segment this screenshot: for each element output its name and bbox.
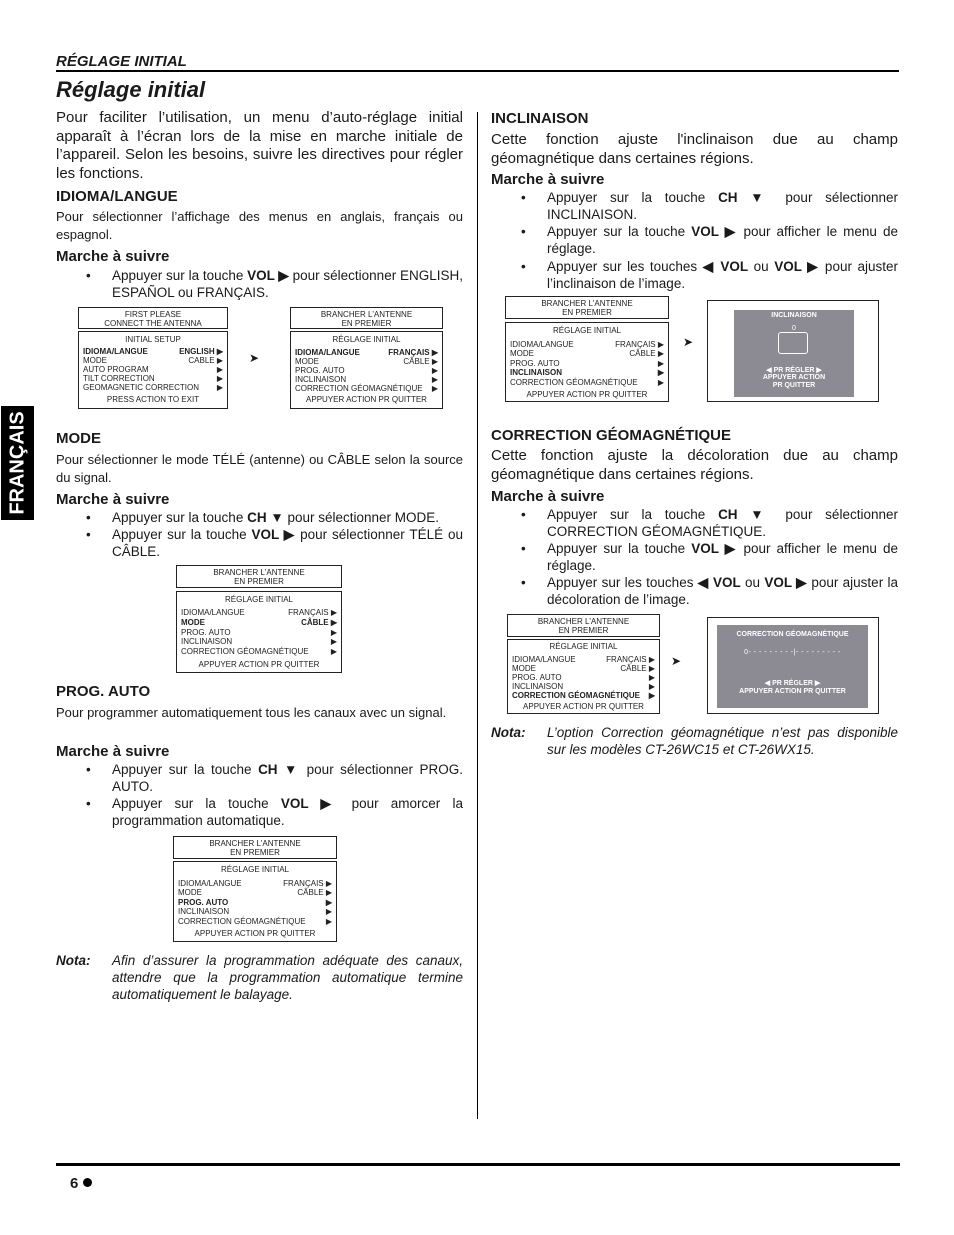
- prog-step-1: • Appuyer sur la touche CH ▼ pour sélectionner PROG. AUTO.: [86, 762, 463, 794]
- menu-fr-idioma: RÉGLAGE INITIAL IDIOMA/LANGUE FRANÇAIS ▶ MODE CÂBLE ▶ PROG. AUTO ▶ INCLINAISON ▶ CORRECTION GÉOMAGNÉTIQUE ▶ APPUYER ACTION PR QUITTER: [290, 331, 443, 409]
- idioma-text: Pour sélectionner l’affichage des menus en anglais, français ou espagnol.: [56, 209, 463, 242]
- prog-heading: PROG. AUTO: [56, 683, 151, 700]
- inclinaison-step-2: • Appuyer sur la touche VOL ▶ pour afficher le menu de réglage.: [521, 224, 898, 256]
- mode-steps-heading: Marche à suivre: [56, 491, 170, 508]
- tilt-adjust-screen: INCLINAISON 0 ◀ PR RÉGLER ▶ APPUYER ACTION PR QUITTER: [707, 300, 879, 402]
- mode-step-2: • Appuyer sur la touche VOL ▶ pour sélectionner TÉLÉ ou CÂBLE.: [86, 527, 463, 559]
- menu-fr-banner: BRANCHER L'ANTENNE EN PREMIER: [290, 307, 443, 329]
- header-rule: [56, 70, 899, 72]
- menu-geo-banner: BRANCHER L'ANTENNE EN PREMIER: [507, 614, 660, 637]
- idioma-heading: IDIOMA/LANGUE: [56, 188, 178, 205]
- menu-prog: RÉGLAGE INITIAL IDIOMA/LANGUE FRANÇAIS ▶ MODE CÂBLE ▶ PROG. AUTO ▶ INCLINAISON ▶ CORRECTION GÉOMAGNÉTIQUE ▶ APPUYER ACTION PR QUITTER: [173, 861, 337, 942]
- prog-note: Nota: Afin d’assurer la programmation adéquate des canaux, attendre que la programmation automatique termine automatiquement le balayage.: [56, 953, 463, 1002]
- menu-incl-banner: BRANCHER L'ANTENNE EN PREMIER: [505, 296, 669, 319]
- correction-step-1: • Appuyer sur la touche CH ▼ pour sélectionner CORRECTION GÉOMAGNÉTIQUE.: [521, 507, 898, 539]
- correction-heading: CORRECTION GÉOMAGNÉTIQUE: [491, 427, 732, 444]
- page-number: 6: [70, 1175, 92, 1192]
- prog-step-2: • Appuyer sur la touche VOL ▶ pour amorcer la programmation automatique.: [86, 796, 463, 828]
- column-divider: [477, 112, 478, 1119]
- mode-text: Pour sélectionner le mode TÉLÉ (antenne) ou CÂBLE selon la source du signal.: [56, 452, 463, 485]
- menu-prog-banner: BRANCHER L'ANTENNE EN PREMIER: [173, 836, 337, 859]
- prog-steps-heading: Marche à suivre: [56, 743, 170, 760]
- arrow-icon: ➤: [249, 351, 260, 365]
- menu-geo: RÉGLAGE INITIAL IDIOMA/LANGUE FRANÇAIS ▶ MODE CÂBLE ▶ PROG. AUTO ▶ INCLINAISON ▶ CORRECTION GÉOMAGNÉTIQUE ▶ APPUYER ACTION PR QUITTER: [507, 639, 660, 714]
- menu-mode: RÉGLAGE INITIAL IDIOMA/LANGUE FRANÇAIS ▶ MODE CÂBLE ▶ PROG. AUTO ▶ INCLINAISON ▶ CORRECTION GÉOMAGNÉTIQUE ▶ APPUYER ACTION PR QUITTER: [176, 591, 342, 673]
- intro-paragraph: Pour faciliter l’utilisation, un menu d’auto-réglage initial apparaît à l’écran lors de la mise en marche initiale de l’appareil. Selon les besoins, suivre les directives pour régler les fonctions.: [56, 109, 463, 182]
- page-title: Réglage initial: [56, 77, 206, 102]
- tilt-frame-icon: [778, 332, 808, 354]
- geomagnetic-adjust-screen: CORRECTION GÉOMAGNÉTIQUE 0- - - - - - - - -|- - - - - - - - - ◀ PR RÉGLER ▶ APPUYER ACTION PR QUITTER: [707, 617, 879, 714]
- idioma-step-1: • Appuyer sur la touche VOL ▶ pour sélectionner ENGLISH, ESPAÑOL ou FRANÇAIS.: [86, 268, 463, 300]
- mode-heading: MODE: [56, 430, 101, 447]
- inclinaison-steps-heading: Marche à suivre: [491, 171, 605, 188]
- correction-steps-heading: Marche à suivre: [491, 488, 605, 505]
- correction-note: Nota: L’option Correction géomagnétique n’est pas disponible sur les modèles CT-26WC15 et CT-26WX15.: [491, 725, 898, 757]
- inclinaison-step-3: • Appuyer sur les touches ◀ VOL ou VOL ▶ pour ajuster l’inclinaison de l’image.: [521, 259, 898, 291]
- arrow-icon: ➤: [683, 335, 694, 349]
- footer-rule: [56, 1163, 900, 1166]
- inclinaison-text: Cette fonction ajuste l'inclinaison due au champ géomagnétique dans certaines régions.: [491, 131, 898, 167]
- idioma-steps-heading: Marche à suivre: [56, 248, 170, 265]
- menu-en-initial-setup: INITIAL SETUP IDIOMA/LANGUE ENGLISH ▶ MODE CABLE ▶ AUTO PROGRAM ▶ TILT CORRECTION ▶ GEOMAGNETIC CORRECTION ▶ PRESS ACTION TO EXIT: [78, 331, 228, 409]
- prog-text: Pour programmer automatiquement tous les canaux avec un signal.: [56, 705, 447, 720]
- menu-incl: RÉGLAGE INITIAL IDIOMA/LANGUE FRANÇAIS ▶ MODE CÂBLE ▶ PROG. AUTO ▶ INCLINAISON ▶ CORRECTION GÉOMAGNÉTIQUE ▶ APPUYER ACTION PR QUITTER: [505, 322, 669, 402]
- correction-step-2: • Appuyer sur la touche VOL ▶ pour afficher le menu de réglage.: [521, 541, 898, 573]
- bullet-icon: [83, 1178, 92, 1187]
- arrow-icon: ➤: [671, 654, 682, 668]
- menu-en-banner: FIRST PLEASE CONNECT THE ANTENNA: [78, 307, 228, 329]
- inclinaison-heading: INCLINAISON: [491, 110, 589, 127]
- language-side-tab: [1, 406, 34, 520]
- inclinaison-step-1: • Appuyer sur la touche CH ▼ pour sélectionner INCLINAISON.: [521, 190, 898, 222]
- correction-step-3: • Appuyer sur les touches ◀ VOL ou VOL ▶ pour ajuster la décoloration de l’image.: [521, 575, 898, 607]
- running-header: RÉGLAGE INITIAL: [56, 53, 187, 70]
- side-tab-label: FRANÇAIS: [6, 411, 28, 515]
- menu-mode-banner: BRANCHER L'ANTENNE EN PREMIER: [176, 565, 342, 588]
- mode-step-1: • Appuyer sur la touche CH ▼ pour sélectionner MODE.: [86, 510, 440, 525]
- correction-text: Cette fonction ajuste la décoloration due au champ géomagnétique dans certaines régions.: [491, 447, 898, 483]
